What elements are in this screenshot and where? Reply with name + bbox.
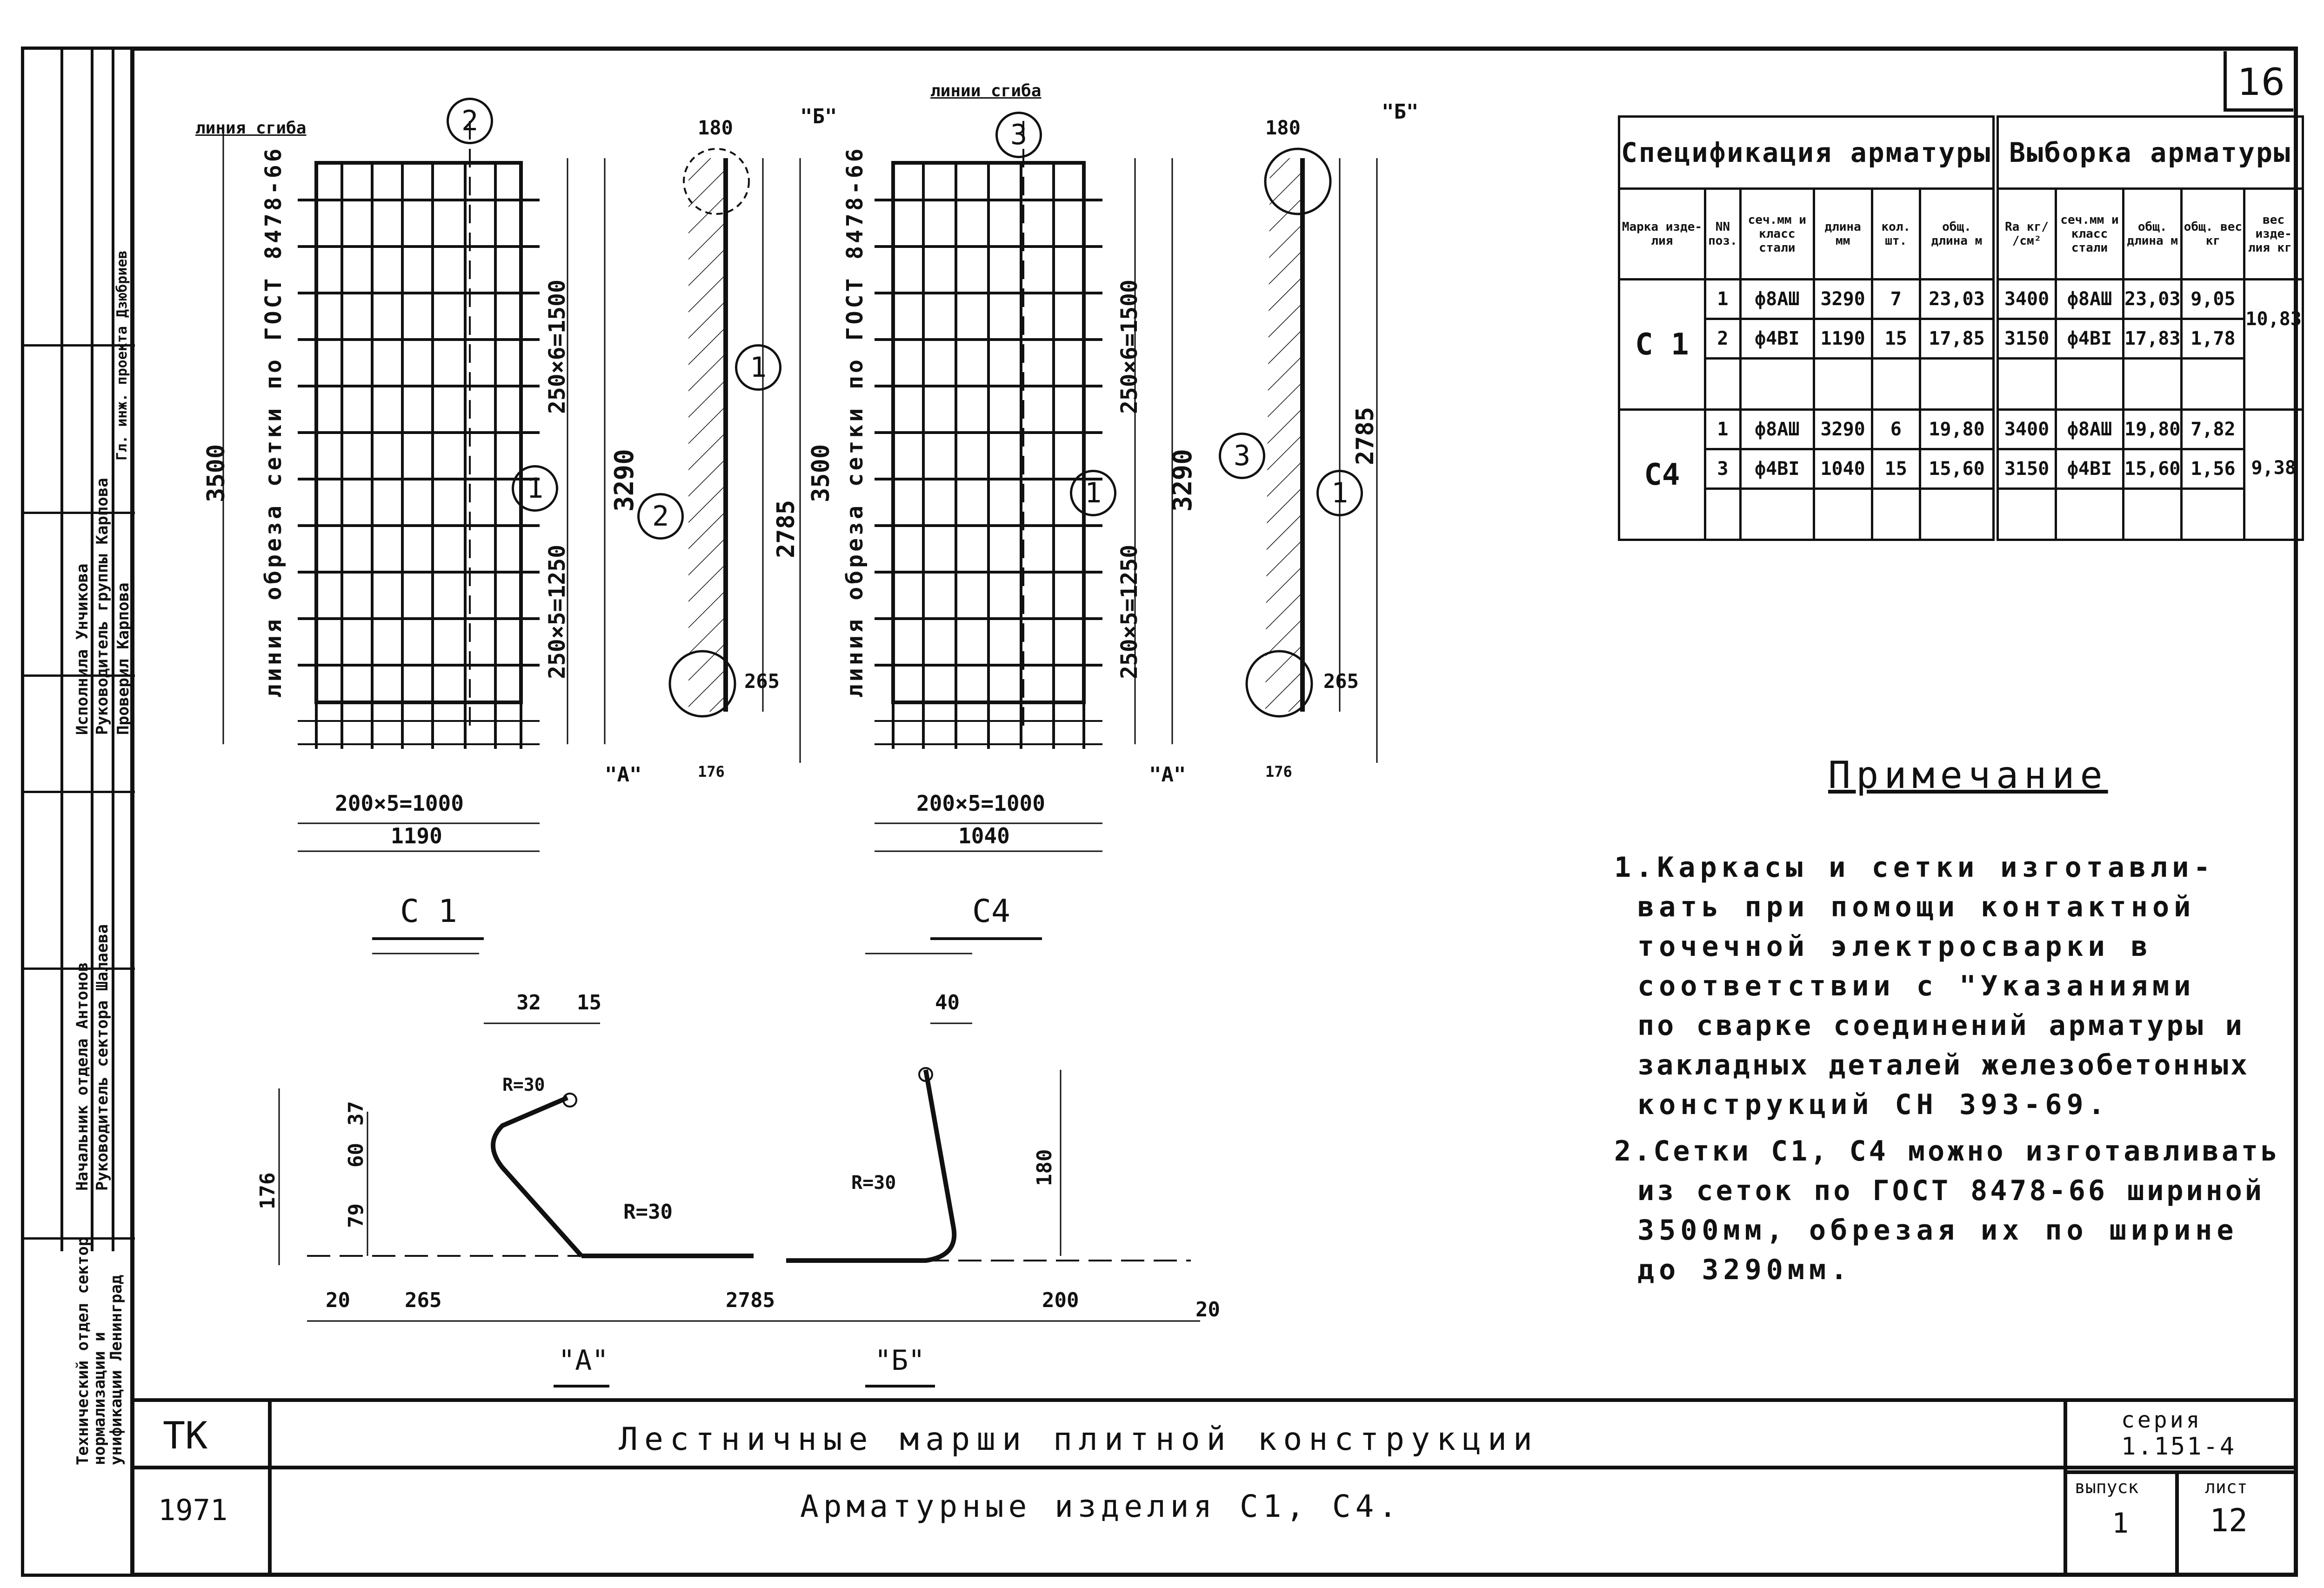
table-cell: 15 xyxy=(1872,319,1920,359)
table-cell: ф4ВI xyxy=(2056,449,2124,489)
position-marker-1: 1 xyxy=(1316,470,1363,516)
cut-line-label-c1: линия обреза сетки по ГОСТ 8478-66 xyxy=(260,146,287,698)
mark-cell: С 1 xyxy=(1619,280,1705,410)
table-row xyxy=(1619,410,2303,449)
detail-dim-265: 265 xyxy=(405,1288,442,1312)
c4-dim-265: 265 xyxy=(1323,670,1359,693)
sheet-value: 12 xyxy=(2210,1502,2248,1539)
table-cell: ф4ВI xyxy=(1740,449,1814,489)
profile-c4 xyxy=(1247,149,1330,716)
table-cell: 1190 xyxy=(1814,319,1872,359)
c4-dim-1250: 250×5=1250 xyxy=(1116,545,1142,679)
c1-label: С 1 xyxy=(400,893,457,930)
table-cell: 1,78 xyxy=(2182,319,2244,359)
item-weight-cell: 10,83 xyxy=(2244,280,2303,410)
detail-dim-r30-a2: R=30 xyxy=(623,1200,673,1224)
table-cell: 2 xyxy=(1705,319,1740,359)
table-cell: ф8АШ xyxy=(1740,410,1814,449)
detail-dim-20-right: 20 xyxy=(1195,1298,1220,1321)
c1-dim-3500: 3500 xyxy=(202,444,230,502)
mark-cell: С4 xyxy=(1619,410,1705,540)
note-line: соответствии с "Указаниями xyxy=(1637,970,2196,1002)
detail-dim-40: 40 xyxy=(935,991,960,1014)
col-header: Ra кг/ /см² xyxy=(1996,189,2056,280)
note-line: 1.Каркасы и сетки изготавли- xyxy=(1614,851,2215,884)
c4-dim-180: 180 xyxy=(1265,116,1301,139)
col-header: общ. вес кг xyxy=(2182,189,2244,280)
table-cell: 3290 xyxy=(1814,280,1872,319)
table-cell: ф4ВI xyxy=(1740,319,1814,359)
table-cell: 6 xyxy=(1872,410,1920,449)
table-cell: 3290 xyxy=(1814,410,1872,449)
c1-dim-1250: 250×5=1250 xyxy=(544,545,570,679)
detail-dim-60: 60 xyxy=(344,1143,368,1168)
note-line: конструкций СН 393-69. xyxy=(1637,1088,2110,1121)
c1-dim-176: 176 xyxy=(698,763,725,781)
c4-dim-176: 176 xyxy=(1265,763,1292,781)
c1-dim-3290: 3290 xyxy=(609,449,640,512)
table-cell: ф8АШ xyxy=(1740,280,1814,319)
position-marker-2: 2 xyxy=(637,493,684,540)
table-row xyxy=(1619,280,2303,319)
bend-line-c4-label: линии сгиба xyxy=(930,81,1042,100)
item-weight-cell: 9,38 xyxy=(2244,410,2303,540)
c1-dim-1190: 1190 xyxy=(391,823,442,848)
c1-dim-1500: 250×6=1500 xyxy=(544,280,570,414)
col-header: вес изде- лия кг. xyxy=(2244,189,2303,280)
notes-heading: Примечание xyxy=(1828,754,2108,797)
section-a-label: "А" xyxy=(558,1344,609,1377)
c4-dim-3290: 3290 xyxy=(1168,449,1198,512)
issue-value: 1 xyxy=(2112,1507,2129,1540)
position-marker-3: 3 xyxy=(1219,433,1265,479)
c1-dim-1000: 200×5=1000 xyxy=(335,791,464,816)
sheet-label: лист xyxy=(2205,1477,2248,1497)
c4-dim-2785: 2785 xyxy=(1351,407,1379,465)
position-marker-1: 1 xyxy=(735,344,781,391)
note-line: из сеток по ГОСТ 8478-66 шириной xyxy=(1637,1174,2264,1207)
c1-dim-180: 180 xyxy=(698,116,733,139)
c1-dim-265: 265 xyxy=(744,670,780,693)
section-b-label: "Б" xyxy=(875,1344,925,1377)
table-cell: 3400 xyxy=(1996,280,2056,319)
spec-header-left: Спецификация арматуры xyxy=(1619,117,1996,189)
role-row-5: Гл. инж. проекта Дзюбриев xyxy=(114,250,130,460)
year: 1971 xyxy=(158,1493,228,1527)
table-cell: 3400 xyxy=(1996,410,2056,449)
table-cell: 3150 xyxy=(1996,319,2056,359)
bend-line-c1-label: линия сгиба xyxy=(195,119,307,138)
org-code: ТК xyxy=(163,1414,208,1457)
col-header: длина мм xyxy=(1814,189,1872,280)
c1-dim-2785: 2785 xyxy=(772,500,800,558)
table-cell: 3 xyxy=(1705,449,1740,489)
role-row-4: Проверил Карпова xyxy=(114,582,133,735)
mesh-c4 xyxy=(875,121,1102,749)
note-line: 3500мм, обрезая их по ширине xyxy=(1637,1214,2238,1247)
note-line: точечной электросварки в xyxy=(1637,930,2152,963)
table-cell: 23,03 xyxy=(1920,280,1996,319)
table-row-empty xyxy=(1619,489,2303,540)
position-marker-1: 1 xyxy=(512,465,558,512)
table-cell: 3150 xyxy=(1996,449,2056,489)
table-cell: 7,82 xyxy=(2182,410,2244,449)
col-header: Марка изде- лия xyxy=(1619,189,1705,280)
table-cell: 1 xyxy=(1705,280,1740,319)
position-marker-2: 2 xyxy=(447,98,493,144)
detail-a-marker-c1: "А" xyxy=(605,763,642,787)
table-cell: 15,60 xyxy=(2124,449,2182,489)
series-label: серия xyxy=(2121,1407,2203,1433)
detail-dim-180: 180 xyxy=(1033,1149,1056,1186)
table-cell: 9,05 xyxy=(2182,280,2244,319)
table-cell: 1,56 xyxy=(2182,449,2244,489)
col-header: общ. длина м xyxy=(1920,189,1996,280)
spec-table xyxy=(1618,115,2304,541)
mesh-c1 xyxy=(298,121,540,749)
table-cell: 7 xyxy=(1872,280,1920,319)
table-cell: ф4ВI xyxy=(2056,319,2124,359)
table-cell: ф8АШ xyxy=(2056,280,2124,319)
c4-dim-3500: 3500 xyxy=(807,444,835,502)
detail-dim-37: 37 xyxy=(344,1101,368,1126)
table-cell: 17,83 xyxy=(2124,319,2182,359)
note-line: вать при помощи контактной xyxy=(1637,891,2196,923)
table-cell: ф8АШ xyxy=(2056,410,2124,449)
org-vertical: Технический отдел сектор нормализации и унификации Ленинград xyxy=(73,1236,126,1465)
col-header: сеч.мм и класс стали xyxy=(2056,189,2124,280)
role-row-3: Исполнила Унчикова xyxy=(73,563,92,735)
detail-b-bar xyxy=(786,1068,1191,1261)
col-header: общ. длина м xyxy=(2124,189,2182,280)
col-header: сеч.мм и класс стали xyxy=(1740,189,1814,280)
role-row-0: Руководитель сектора Шалаева xyxy=(93,924,112,1191)
table-row xyxy=(1619,319,2303,359)
detail-dim-20-left: 20 xyxy=(326,1288,350,1312)
detail-b-marker-c1: "Б" xyxy=(800,105,837,128)
c4-label: С4 xyxy=(972,893,1010,930)
title-line1: Лестничные марши плитной конструкции xyxy=(619,1421,1539,1458)
detail-dim-15: 15 xyxy=(577,991,601,1014)
col-header: NN поз. xyxy=(1705,189,1740,280)
table-cell: 1 xyxy=(1705,410,1740,449)
detail-dim-200: 200 xyxy=(1042,1288,1079,1312)
detail-dim-2785: 2785 xyxy=(726,1288,775,1312)
note-line: по сварке соединений арматуры и xyxy=(1637,1009,2245,1042)
detail-dim-r30-b: R=30 xyxy=(851,1172,896,1194)
table-cell: 15 xyxy=(1872,449,1920,489)
table-cell: 23,03 xyxy=(2124,280,2182,319)
note-line: до 3290мм. xyxy=(1637,1254,1852,1286)
detail-dim-79: 79 xyxy=(344,1203,368,1228)
table-cell: 19,80 xyxy=(2124,410,2182,449)
series-value: 1.151-4 xyxy=(2121,1433,2237,1461)
c4-dim-1000: 200×5=1000 xyxy=(916,791,1045,816)
issue-label: выпуск xyxy=(2075,1477,2139,1497)
detail-b-marker-c4: "Б" xyxy=(1382,100,1419,124)
detail-a-marker-c4: "А" xyxy=(1149,763,1186,787)
cut-line-label-c4: линия обреза сетки по ГОСТ 8478-66 xyxy=(842,146,868,698)
position-marker-1: 1 xyxy=(1070,470,1116,516)
role-row-1: Начальник отдела Антонов xyxy=(73,962,92,1191)
table-cell: 1040 xyxy=(1814,449,1872,489)
detail-dim-r30-a1: R=30 xyxy=(502,1074,545,1095)
table-cell: 19,80 xyxy=(1920,410,1996,449)
note-line: 2.Сетки С1, С4 можно изготавливать xyxy=(1614,1135,2281,1168)
table-cell: 17,85 xyxy=(1920,319,1996,359)
detail-dim-176: 176 xyxy=(256,1172,280,1209)
c4-dim-1500: 250×6=1500 xyxy=(1116,280,1142,414)
detail-dim-32: 32 xyxy=(516,991,541,1014)
detail-a-bar xyxy=(307,1094,754,1256)
profile-c1 xyxy=(670,149,749,716)
title-line2: Арматурные изделия С1, С4. xyxy=(800,1488,1402,1524)
position-marker-3: 3 xyxy=(995,112,1042,158)
c4-dim-1040: 1040 xyxy=(958,823,1010,848)
table-row-empty xyxy=(1619,359,2303,410)
role-row-2: Руководитель группы Карпова xyxy=(93,478,112,735)
sheet-number-corner: 16 xyxy=(2237,60,2285,104)
col-header: кол. шт. xyxy=(1872,189,1920,280)
spec-header-right: Выборка арматуры xyxy=(1996,117,2303,189)
table-row xyxy=(1619,449,2303,489)
table-cell: 15,60 xyxy=(1920,449,1996,489)
note-line: закладных деталей железобетонных xyxy=(1637,1049,2250,1081)
